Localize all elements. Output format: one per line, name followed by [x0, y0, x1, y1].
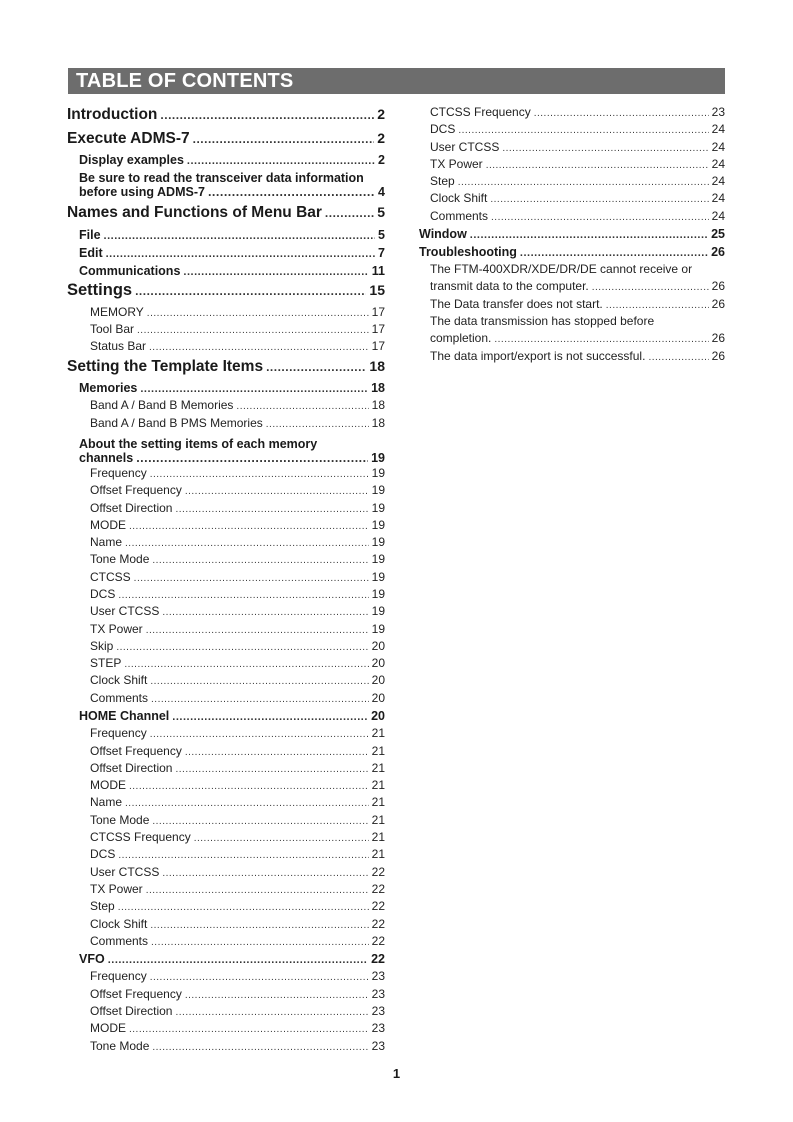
toc-entry-label: Offset Direction — [90, 760, 173, 775]
toc-entry-page: 22 — [371, 916, 385, 931]
toc-subentry[interactable] — [419, 208, 725, 225]
toc-entry-page: 17 — [371, 339, 385, 354]
toc-entry-label: Edit — [79, 245, 103, 260]
toc-subentry[interactable] — [67, 777, 385, 794]
toc-subentry[interactable] — [67, 760, 385, 777]
toc-entry-label: Window — [419, 227, 467, 242]
toc-entry-label: Setting the Template Items — [67, 357, 264, 375]
toc-entry-page: 15 — [369, 282, 385, 299]
toc-entry-page: 2 — [377, 106, 385, 122]
toc-entry-label: Offset Direction — [90, 1003, 173, 1018]
toc-entry-label: Name — [90, 795, 123, 810]
toc-entry-label-line2: transmit data to the computer. — [430, 279, 589, 294]
toc-entry-file[interactable] — [67, 226, 385, 244]
toc-entry-cannot-receive[interactable] — [419, 261, 725, 296]
toc-subentry[interactable] — [67, 1038, 385, 1055]
toc-entry-label: CTCSS Frequency — [430, 105, 531, 119]
toc-entry-page: 21 — [371, 830, 385, 845]
toc-entry-label-line1: About the setting items of each memory — [79, 436, 318, 451]
toc-entry-page: 24 — [711, 174, 725, 189]
toc-entry-page: 19 — [371, 535, 385, 550]
toc-subentry[interactable] — [67, 725, 385, 742]
toc-entry-page: 24 — [711, 122, 725, 137]
toc-entry-about-setting-items[interactable] — [67, 435, 385, 465]
toc-entry-label: Step — [430, 174, 455, 189]
toc-entry-page: 4 — [378, 185, 385, 200]
toc-entry-template[interactable] — [67, 356, 385, 380]
toc-entry-execute[interactable] — [67, 128, 385, 152]
toc-entry-page: 21 — [371, 847, 385, 862]
toc-subentry[interactable] — [67, 812, 385, 829]
toc-entry-page: 2 — [378, 153, 385, 167]
toc-subentry[interactable] — [67, 338, 385, 355]
toc-entry-page: 26 — [711, 245, 725, 260]
toc-entry-label-line1: The FTM-400XDR/XDE/DR/DE cannot receive or — [430, 262, 693, 277]
toc-entry-label: Memories — [79, 381, 138, 396]
toc-entry-label: Clock Shift — [90, 673, 148, 688]
toc-entry-label: DCS — [430, 122, 456, 137]
toc-entry-label: Clock Shift — [90, 916, 148, 931]
toc-entry-display-examples[interactable] — [67, 151, 385, 169]
toc-entry-page: 21 — [371, 778, 385, 793]
toc-entry-import-export[interactable] — [419, 348, 725, 365]
toc-entry-label-line1: The data transmission has stopped before — [430, 314, 655, 329]
toc-entry-page: 26 — [711, 297, 725, 312]
toc-entry-page: 23 — [371, 1021, 385, 1036]
toc-subentry[interactable] — [67, 829, 385, 846]
toc-subentry[interactable] — [67, 397, 385, 414]
toc-entry-page: 21 — [371, 760, 385, 775]
toc-entry-page: 20 — [371, 656, 385, 671]
toc-entry-label: Clock Shift — [430, 191, 488, 206]
toc-entry-label: CTCSS — [90, 569, 131, 584]
toc-subentry[interactable] — [67, 500, 385, 517]
toc-entry-page: 19 — [371, 569, 385, 584]
toc-entry-label: The Data transfer does not start. — [430, 297, 603, 312]
toc-entry-page: 26 — [711, 279, 725, 294]
toc-entry-label: TX Power — [430, 156, 483, 171]
toc-entry-page: 18 — [371, 381, 385, 396]
toc-entry-label: Frequency — [90, 726, 147, 741]
toc-entry-page: 18 — [371, 415, 385, 430]
toc-entry-edit[interactable] — [67, 244, 385, 262]
toc-subentry[interactable] — [67, 968, 385, 985]
toc-entry-page: 23 — [371, 986, 385, 1001]
toc-subentry[interactable] — [419, 104, 725, 121]
toc-subentry[interactable] — [67, 482, 385, 499]
toc-entry-label: TX Power — [90, 881, 143, 896]
toc-entry-page: 5 — [378, 227, 385, 242]
toc-entry-label: Names and Functions of Menu Bar — [67, 204, 322, 222]
toc-subentry[interactable] — [67, 415, 385, 432]
toc-entry-label-line1: Be sure to read the transceiver data information — [79, 171, 364, 186]
toc-subentry[interactable] — [67, 586, 385, 603]
toc-entry-label: Offset Frequency — [90, 986, 182, 1001]
toc-entry-page: 24 — [711, 208, 725, 223]
toc-entry-label: Step — [90, 899, 115, 914]
toc-entry-label: Execute ADMS-7 — [67, 129, 190, 147]
toc-entry-label-line2: before using ADMS-7 — [79, 185, 205, 200]
toc-entry-page: 19 — [371, 604, 385, 619]
toc-subentry[interactable] — [67, 321, 385, 338]
toc-entry-page: 19 — [371, 587, 385, 601]
toc-entry-page: 21 — [371, 795, 385, 810]
toc-entry-page: 11 — [371, 264, 385, 279]
toc-subentry[interactable] — [67, 465, 385, 482]
toc-entry-communications[interactable] — [67, 262, 385, 280]
toc-entry-label: Offset Frequency — [90, 483, 182, 498]
toc-subentry[interactable] — [67, 1003, 385, 1020]
toc-subentry[interactable] — [67, 569, 385, 586]
toc-subentry[interactable] — [67, 933, 385, 950]
toc-entry-page: 19 — [371, 552, 385, 567]
toc-subentry[interactable] — [67, 534, 385, 551]
toc-entry-page: 19 — [371, 483, 385, 498]
toc-entry-label-line2: completion. — [430, 331, 492, 346]
toc-right-column — [419, 104, 725, 366]
toc-subentry[interactable] — [67, 655, 385, 672]
toc-entry-page: 23 — [371, 1038, 385, 1053]
toc-entry-introduction[interactable] — [67, 104, 385, 128]
toc-subentry[interactable] — [67, 916, 385, 933]
toc-entry-label: MEMORY — [90, 304, 144, 319]
toc-entry-page: 17 — [371, 322, 385, 337]
toc-subentry[interactable] — [67, 517, 385, 534]
toc-title: TABLE OF CONTENTS — [68, 68, 725, 94]
toc-entry-page: 23 — [371, 969, 385, 984]
toc-entry-label: Frequency — [90, 969, 147, 984]
toc-entry-page: 24 — [711, 191, 725, 206]
toc-entry-label: MODE — [90, 778, 126, 793]
toc-entry-page: 22 — [371, 864, 385, 879]
toc-entry-transfer-not-start[interactable] — [419, 296, 725, 313]
toc-entry-page: 22 — [371, 881, 385, 896]
toc-subentry[interactable] — [67, 864, 385, 881]
toc-entry-label: Display examples — [79, 153, 184, 167]
toc-entry-label: Comments — [90, 933, 149, 948]
toc-entry-page: 22 — [371, 933, 385, 948]
toc-entry-page: 19 — [371, 465, 385, 480]
toc-entry-names-functions[interactable] — [67, 202, 385, 226]
toc-entry-page: 20 — [371, 709, 385, 724]
toc-entry-label-line2: channels — [79, 450, 134, 465]
toc-entry-label: Status Bar — [90, 339, 147, 354]
toc-entry-transmission-stopped[interactable] — [419, 313, 725, 348]
toc-entry-label: VFO — [79, 952, 105, 967]
toc-entry-be-sure[interactable] — [67, 169, 385, 199]
toc-entry-page: 17 — [371, 304, 385, 319]
toc-entry-memories[interactable] — [67, 379, 385, 397]
toc-entry-label: Introduction — [67, 106, 158, 123]
toc-subentry[interactable] — [67, 603, 385, 620]
toc-entry-label: File — [79, 227, 101, 242]
toc-entry-page: 19 — [371, 450, 385, 465]
toc-subentry[interactable] — [419, 121, 725, 138]
toc-subentry[interactable] — [67, 638, 385, 655]
toc-entry-page: 18 — [369, 357, 385, 374]
toc-entry-page: 20 — [371, 638, 385, 653]
toc-entry-label: DCS — [90, 847, 116, 862]
toc-entry-page: 18 — [371, 398, 385, 413]
toc-entry-label: STEP — [90, 656, 122, 671]
toc-entry-label: Name — [90, 535, 123, 550]
toc-entry-page: 7 — [378, 245, 385, 260]
toc-entry-label: Tone Mode — [90, 1038, 150, 1053]
toc-entry-label: Settings — [67, 281, 133, 300]
toc-entry-label: MODE — [90, 1021, 126, 1036]
toc-entry-label: Offset Direction — [90, 500, 173, 515]
toc-left-column — [67, 104, 385, 1055]
toc-entry-page: 23 — [711, 105, 725, 119]
toc-subentry[interactable] — [67, 690, 385, 707]
toc-entry-home-channel[interactable] — [67, 707, 385, 725]
toc-subentry[interactable] — [67, 898, 385, 915]
toc-entry-page: 21 — [371, 743, 385, 758]
toc-entry-label: Skip — [90, 638, 114, 653]
toc-entry-label: Band A / Band B PMS Memories — [90, 415, 263, 430]
toc-entry-label: DCS — [90, 587, 116, 601]
toc-entry-label: Communications — [79, 264, 181, 279]
toc-entry-troubleshooting[interactable] — [419, 243, 725, 261]
toc-subentry[interactable] — [67, 621, 385, 638]
toc-entry-label: Tone Mode — [90, 552, 150, 567]
toc-entry-label: Comments — [430, 208, 489, 223]
toc-entry-label: HOME Channel — [79, 709, 170, 724]
toc-subentry[interactable] — [67, 551, 385, 568]
toc-entry-page: 19 — [371, 621, 385, 636]
toc-entry-page: 26 — [711, 349, 725, 364]
toc-subentry[interactable] — [67, 881, 385, 898]
toc-entry-label: Tool Bar — [90, 322, 135, 337]
toc-subentry[interactable] — [67, 672, 385, 689]
page-number: 1 — [392, 1066, 401, 1081]
toc-subentry[interactable] — [67, 846, 385, 863]
toc-subentry[interactable] — [419, 139, 725, 156]
toc-entry-label: CTCSS Frequency — [90, 830, 191, 845]
toc-entry-page: 21 — [371, 726, 385, 741]
toc-subentry[interactable] — [67, 986, 385, 1003]
toc-entry-label: Frequency — [90, 465, 147, 480]
toc-entry-page: 25 — [711, 227, 725, 242]
toc-entry-label: User CTCSS — [90, 864, 160, 879]
toc-entry-label: Offset Frequency — [90, 743, 182, 758]
toc-entry-window[interactable] — [419, 225, 725, 243]
toc-subentry[interactable] — [67, 743, 385, 760]
toc-subentry[interactable] — [419, 190, 725, 207]
toc-entry-label: The data import/export is not successful. — [430, 349, 646, 364]
toc-entry-page: 19 — [371, 517, 385, 532]
toc-entry-page: 21 — [371, 812, 385, 827]
toc-subentry[interactable] — [67, 1020, 385, 1037]
toc-entry-label: Comments — [90, 690, 149, 705]
toc-entry-label: Band A / Band B Memories — [90, 398, 234, 413]
toc-entry-page: 22 — [371, 899, 385, 914]
toc-entry-page: 2 — [377, 129, 385, 146]
toc-entry-page: 20 — [371, 673, 385, 688]
toc-subentry[interactable] — [419, 156, 725, 173]
toc-subentry[interactable] — [419, 173, 725, 190]
toc-entry-label: MODE — [90, 517, 126, 532]
toc-entry-page: 20 — [371, 690, 385, 705]
toc-entry-label: User CTCSS — [430, 139, 500, 154]
toc-entry-settings[interactable] — [67, 280, 385, 304]
toc-entry-label: User CTCSS — [90, 604, 160, 619]
toc-entry-page: 5 — [377, 204, 385, 221]
toc-entry-page: 23 — [371, 1003, 385, 1018]
toc-entry-label: Troubleshooting — [419, 245, 517, 260]
toc-entry-page: 24 — [711, 156, 725, 171]
toc-subentry[interactable] — [67, 304, 385, 321]
toc-entry-page: 24 — [711, 139, 725, 154]
toc-entry-label: Tone Mode — [90, 812, 150, 827]
toc-entry-page: 22 — [371, 952, 385, 967]
toc-entry-vfo[interactable] — [67, 950, 385, 968]
toc-entry-page: 26 — [711, 331, 725, 346]
toc-subentry[interactable] — [67, 794, 385, 811]
toc-entry-label: TX Power — [90, 621, 143, 636]
toc-entry-page: 19 — [371, 500, 385, 515]
